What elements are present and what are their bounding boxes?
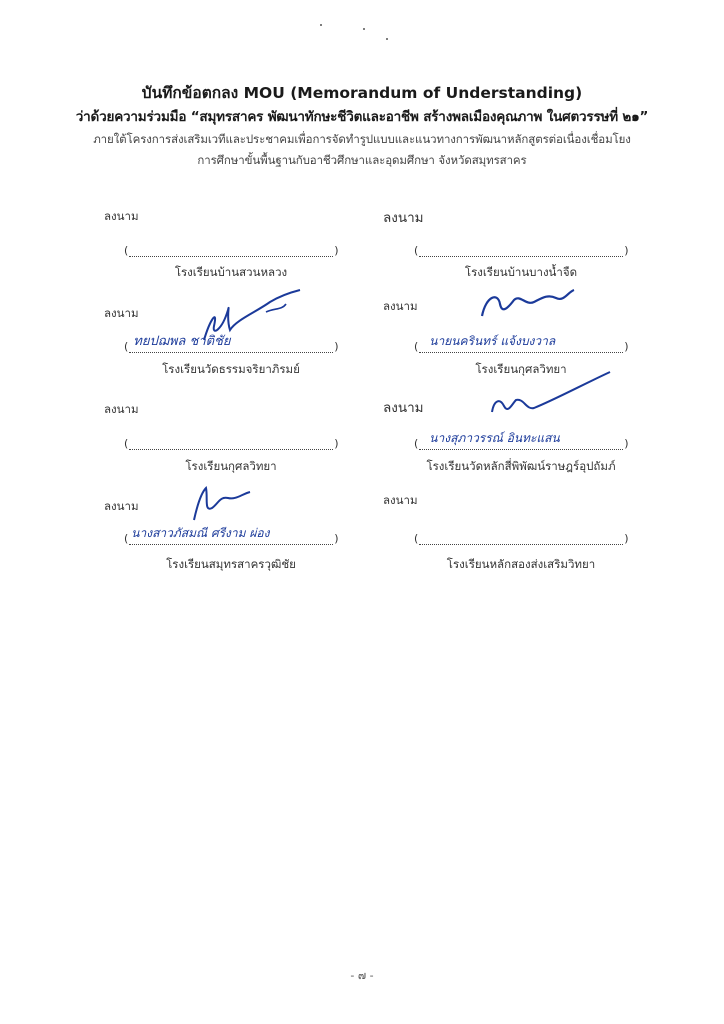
school-name: โรงเรียนวัดหลักสี่พิพัฒน์ราษฎร์อุปถัมภ์ [426, 459, 616, 473]
scan-speck [386, 38, 388, 40]
school-name: โรงเรียนหลักสองส่งเสริมวิทยา [446, 557, 596, 571]
school-name: โรงเรียนบ้านสวนหลวง [174, 265, 288, 279]
paren-open: ( [124, 244, 129, 257]
paren-close: ) [334, 532, 339, 545]
paren-open: ( [124, 340, 129, 353]
signature-line [414, 244, 629, 257]
handwritten-signature [484, 370, 614, 420]
page-number: - ๗ - [350, 969, 374, 982]
school-name: โรงเรียนกุศลวิทยา [185, 459, 277, 473]
signatory-name: นายนครินทร์ แจ้งบงวาล [429, 334, 556, 348]
signatory-name: นางสุภาวรรณ์ อินทะแสน [429, 431, 560, 445]
school-name: โรงเรียนกุศลวิทยา [475, 362, 567, 376]
project-description-line-1: ภายใต้โครงการส่งเสริมเวทีและประชาคมเพื่อการจัดทำรูปแบบและแนวทางการพัฒนาหลักสูตรต่อเนื่องเชื่อมโยง [93, 132, 631, 146]
scan-speck [320, 24, 322, 26]
school-name: โรงเรียนวัดธรรมจริยาภิรมย์ [162, 362, 300, 376]
paren-close: ) [624, 244, 629, 257]
sign-label: ลงนาม [104, 209, 139, 223]
signature-line [124, 526, 339, 545]
sign-label: ลงนาม [104, 499, 139, 513]
sign-label: ลงนาม [383, 400, 424, 416]
signature-line [124, 244, 339, 257]
paren-open: ( [414, 532, 419, 545]
sign-label: ลงนาม [383, 210, 424, 226]
signature-line [414, 532, 629, 545]
document-subtitle: ว่าด้วยความร่วมมือ “สมุทรสาคร พัฒนาทักษะชีวิตและอาชีพ สร้างพลเมืองคุณภาพ ในศตวรรษที่ ๒๑” [75, 109, 649, 125]
paren-open: ( [414, 340, 419, 353]
handwritten-signature [478, 286, 578, 322]
signatory-name: นางสาวภัสมณี ศรีงาม ผ่อง [131, 526, 270, 540]
signature-line [414, 431, 629, 450]
signature-line [414, 334, 629, 353]
document-title: บันทึกข้อตกลง MOU (Memorandum of Understanding) [141, 84, 583, 102]
signature-line [124, 334, 339, 353]
school-name: โรงเรียนสมุทรสาครวุฒิชัย [166, 557, 296, 571]
sign-label: ลงนาม [104, 306, 139, 320]
sign-label: ลงนาม [383, 493, 418, 507]
project-description-line-2: การศึกษาขั้นพื้นฐานกับอาชีวศึกษาและอุดมศึกษา จังหวัดสมุทรสาคร [197, 153, 527, 167]
signature-line [124, 437, 339, 450]
paren-close: ) [624, 532, 629, 545]
paren-open: ( [414, 244, 419, 257]
paren-close: ) [334, 244, 339, 257]
paren-close: ) [334, 340, 339, 353]
scan-speck [363, 28, 365, 30]
paren-open: ( [124, 532, 129, 545]
sign-label: ลงนาม [104, 402, 139, 416]
handwritten-signature [188, 482, 258, 524]
sign-label: ลงนาม [383, 299, 418, 313]
paren-open: ( [414, 437, 419, 450]
paren-open: ( [124, 437, 129, 450]
school-name: โรงเรียนบ้านบางน้ำจืด [464, 265, 578, 279]
paren-close: ) [334, 437, 339, 450]
paren-close: ) [624, 340, 629, 353]
signatory-name: ทยปฌพล ชาติชัย [133, 334, 231, 349]
paren-close: ) [624, 437, 629, 450]
